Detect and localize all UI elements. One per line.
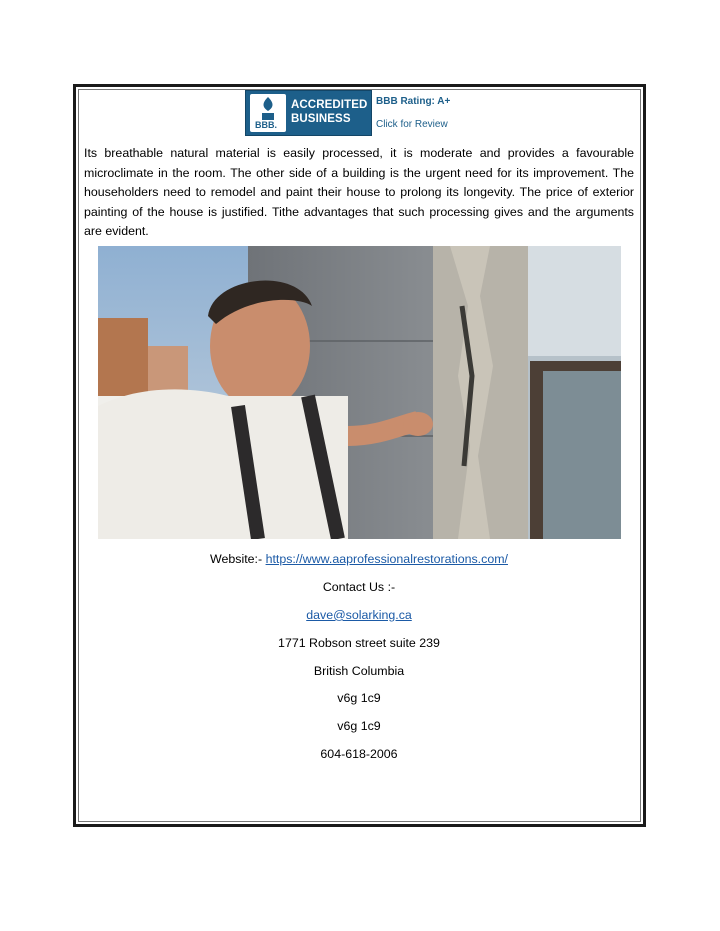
bbb-rating: BBB Rating: A+ [376,96,451,107]
bbb-badge[interactable] [245,90,461,136]
website-link[interactable]: https://www.aaprofessionalrestorations.com/ [265,552,508,566]
bbb-logo-text: BBB. [255,120,277,130]
postal-code-line-2: v6g 1c9 [337,719,381,734]
accredited-label [291,98,367,126]
province-line: British Columbia [313,663,405,678]
address-line: 1771 Robson street suite 239 [278,635,440,650]
phone-line: 604-618-2006 [320,747,398,762]
accredited-line2: BUSINESS [291,113,351,125]
accredited-line1: ACCREDITED [291,99,368,111]
email-link[interactable]: dave@solarking.ca [306,607,412,622]
email-line [84,606,634,634]
contact-us-label: Contact Us :- [322,579,396,594]
website-label: Website:- [210,552,266,566]
bbb-badge-box [245,90,372,136]
worker-photo [98,246,621,539]
body-paragraph: Its breathable natural material is easily processed, it is moderate and provides a favourable microclimate in the room. The other side of a building is the urgent need for its improvement. The householders need to remodel and paint their house to prolong its longevity. The price of exterior painting of the house is justified. Tithe advantages that such processing gives and the arguments are evident. [84,146,634,239]
bbb-logo-icon [250,94,286,132]
contact-block [84,550,634,773]
bbb-review-link[interactable]: Click for Review [376,119,448,130]
postal-code-line-1: v6g 1c9 [337,691,381,706]
website-line [84,550,634,578]
